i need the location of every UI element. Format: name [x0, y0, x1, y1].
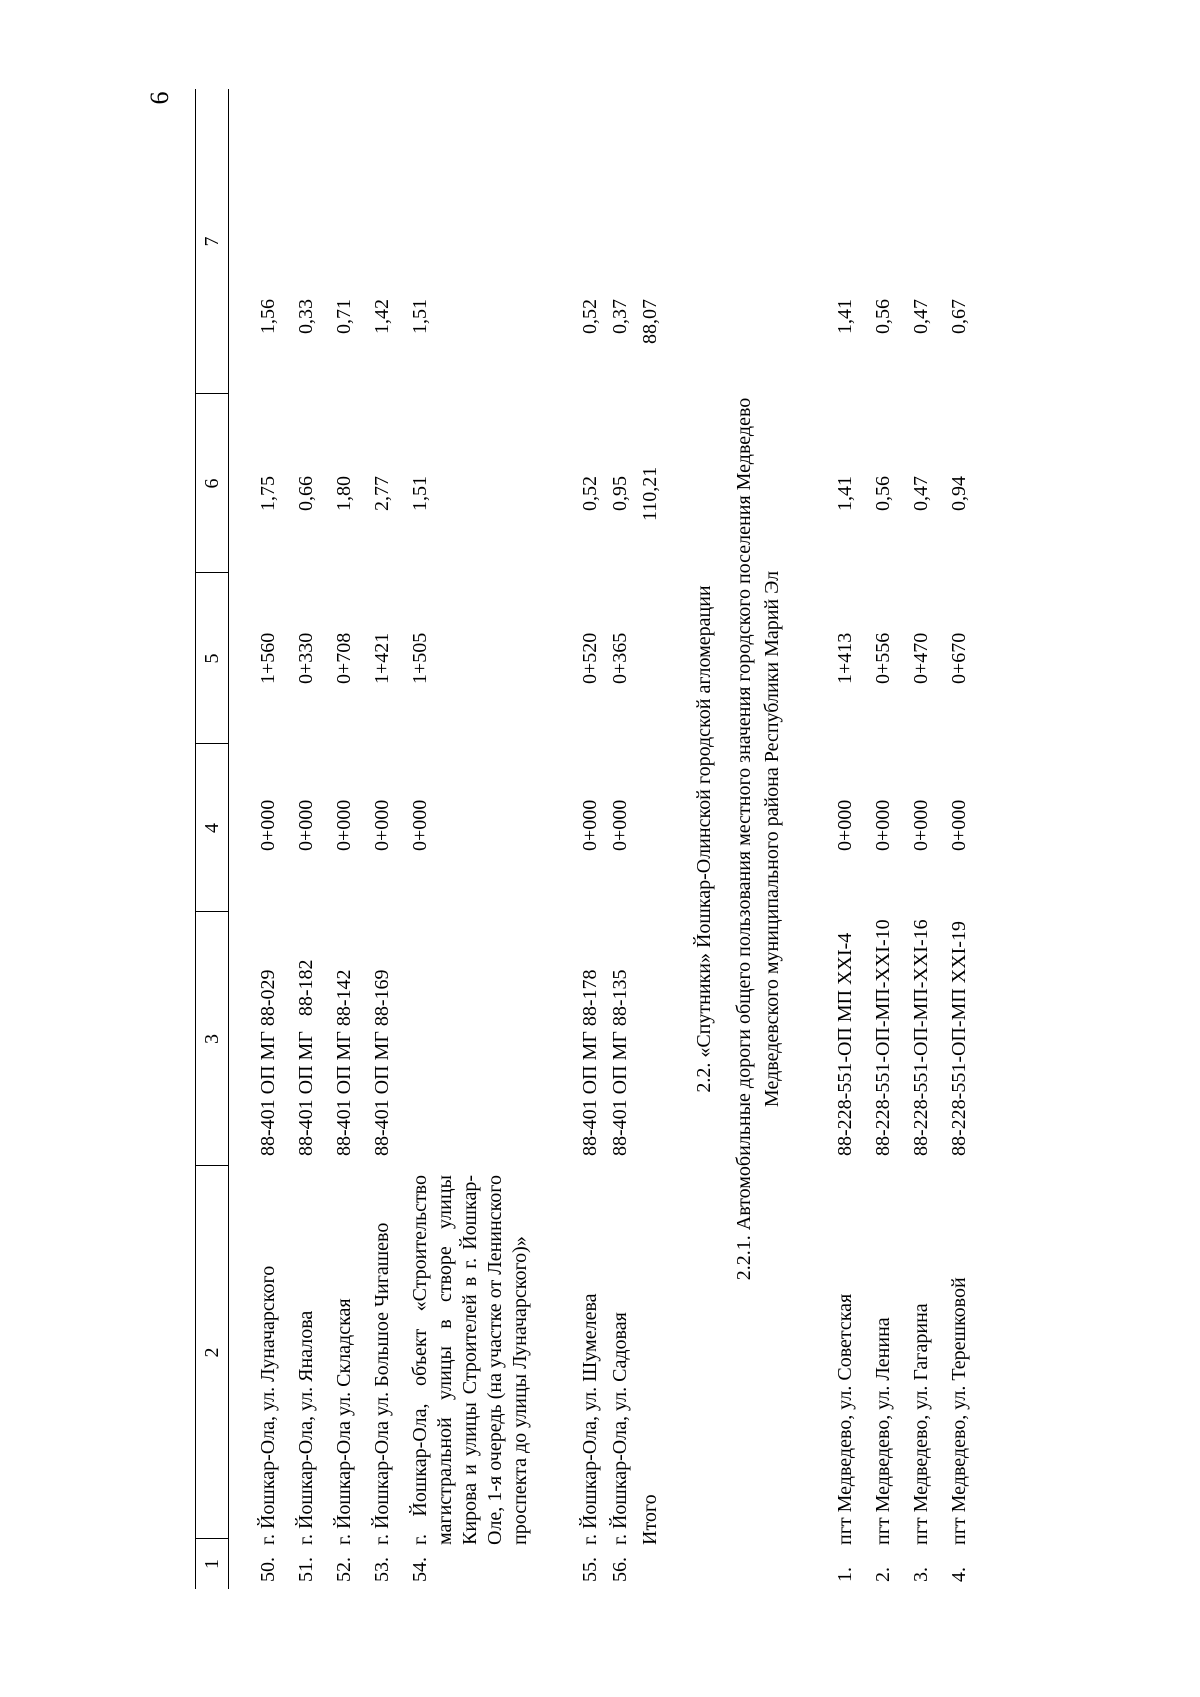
- road-code: 88-401 ОП МГ 88-142: [333, 969, 355, 1156]
- row-number: 51.: [295, 1557, 317, 1582]
- length-col6: 1,75: [257, 476, 279, 511]
- road-name: г. Йошкар-Ола, объект «Строительство магистральной улицы в створе улицы Кирова и улицы Строителей в г. Йошкар-Оле, 1-я очередь (на участке от Ленинского проспекта до улицы Луначарского)»: [409, 1175, 531, 1545]
- row-number: 3.: [910, 1567, 932, 1582]
- end-km: 1+505: [409, 632, 431, 684]
- road-code: 88-401 ОП МГ 88-169: [371, 969, 393, 1156]
- length-col6: 1,51: [409, 476, 431, 511]
- end-km: 0+670: [948, 632, 970, 684]
- row-number: 1.: [834, 1567, 856, 1582]
- length-col6: 1,80: [333, 476, 355, 511]
- length-col7: 0,71: [333, 299, 355, 334]
- road-code: 88-401 ОП МГ 88-135: [609, 969, 631, 1156]
- end-km: 0+556: [872, 632, 894, 684]
- row-number: 52.: [333, 1557, 355, 1582]
- row-number: 55.: [579, 1557, 601, 1582]
- total-col6: 110,21: [639, 466, 661, 521]
- length-col6: 0,56: [872, 476, 894, 511]
- header-cell-5: 5: [201, 653, 223, 664]
- road-name: г. Йошкар-Ола ул. Складская: [333, 1298, 355, 1545]
- length-col7: 0,67: [948, 299, 970, 334]
- row-number: 54.: [409, 1557, 431, 1582]
- length-col6: 0,94: [948, 476, 970, 511]
- end-km: 0+365: [609, 632, 631, 684]
- total-label: Итого: [639, 1494, 661, 1545]
- road-code: 88-228-551-ОП-МП-XXI-16: [910, 919, 932, 1156]
- start-km: 0+000: [872, 799, 894, 851]
- length-col7: 1,56: [257, 299, 279, 334]
- length-col6: 0,52: [579, 476, 601, 511]
- length-col6: 1,41: [834, 476, 856, 511]
- start-km: 0+000: [579, 799, 601, 851]
- start-km: 0+000: [834, 799, 856, 851]
- row-number: 50.: [257, 1557, 279, 1582]
- start-km: 0+000: [371, 799, 393, 851]
- road-name: г. Йошкар-Ола, ул. Шумелева: [579, 1293, 601, 1545]
- length-col6: 0,95: [609, 476, 631, 511]
- road-code: 88-401 ОП МГ 88-029: [257, 969, 279, 1156]
- header-cell-4: 4: [201, 823, 223, 833]
- road-name: пгт Медведево, ул. Гагарина: [910, 1303, 932, 1545]
- total-col7: 88,07: [639, 299, 661, 344]
- road-name: г. Йошкар-Ола, ул. Садовая: [609, 1312, 631, 1545]
- header-cell-2: 2: [201, 1347, 223, 1358]
- length-col6: 2,77: [371, 476, 393, 511]
- road-code: 88-228-551-ОП-МП-XXI-10: [872, 919, 894, 1156]
- start-km: 0+000: [910, 799, 932, 851]
- section-heading: 2.2. «Спутники» Йошкар-Олинской городской агломерации: [693, 585, 715, 1093]
- end-km: 0+470: [910, 632, 932, 684]
- header-cell-6: 6: [201, 478, 223, 489]
- end-km: 1+560: [257, 632, 279, 684]
- road-code: 88-401 ОП МГ 88-182: [295, 959, 317, 1156]
- road-code: 88-228-551-ОП МП XXI-4: [834, 932, 856, 1156]
- end-km: 0+708: [333, 632, 355, 684]
- header-cell-3: 3: [201, 1034, 223, 1044]
- road-name: г. Йошкар-Ола, ул. Луначарского: [257, 1265, 279, 1545]
- row-number: 56.: [609, 1557, 631, 1582]
- header-cell-7: 7: [201, 236, 223, 247]
- start-km: 0+000: [295, 799, 317, 851]
- table-header: [195, 89, 229, 1589]
- end-km: 1+413: [834, 632, 856, 684]
- page-number: 6: [145, 91, 174, 105]
- road-name: пгт Медведево, ул. Советская: [834, 1293, 856, 1545]
- start-km: 0+000: [257, 799, 279, 851]
- start-km: 0+000: [609, 799, 631, 851]
- road-name: пгт Медведево, ул. Ленина: [872, 1317, 894, 1545]
- header-cell-1: 1: [201, 1559, 223, 1569]
- road-name: пгт Медведево, ул. Терешковой: [948, 1277, 970, 1545]
- road-name: г. Йошкар-Ола ул. Большое Чигашево: [371, 1222, 393, 1545]
- length-col7: 0,33: [295, 299, 317, 334]
- row-number: 4.: [948, 1567, 970, 1582]
- end-km: 0+520: [579, 632, 601, 684]
- start-km: 0+000: [948, 799, 970, 851]
- road-name: г. Йошкар-Ола, ул. Яналова: [295, 1310, 317, 1545]
- length-col7: 1,41: [834, 299, 856, 334]
- road-code: 88-401 ОП МГ 88-178: [579, 969, 601, 1156]
- length-col7: 0,47: [910, 299, 932, 334]
- subsection-heading-continued: Медведевского муниципального района Республики Марий Эл: [761, 570, 783, 1108]
- row-number: 53.: [371, 1557, 393, 1582]
- road-code: 88-228-551-ОП-МП XXI-19: [948, 921, 970, 1156]
- length-col7: 1,51: [409, 299, 431, 334]
- start-km: 0+000: [409, 799, 431, 851]
- length-col6: 0,66: [295, 476, 317, 511]
- length-col7: 0,52: [579, 299, 601, 334]
- length-col7: 0,56: [872, 299, 894, 334]
- end-km: 0+330: [295, 632, 317, 684]
- length-col7: 0,37: [609, 299, 631, 334]
- rotated-table-page: [195, 89, 1155, 1589]
- start-km: 0+000: [333, 799, 355, 851]
- end-km: 1+421: [371, 632, 393, 684]
- subsection-heading: 2.2.1. Автомобильные дороги общего пользования местного значения городского поселения Медведево: [733, 397, 755, 1281]
- length-col6: 0,47: [910, 476, 932, 511]
- row-number: 2.: [872, 1567, 894, 1582]
- length-col7: 1,42: [371, 299, 393, 334]
